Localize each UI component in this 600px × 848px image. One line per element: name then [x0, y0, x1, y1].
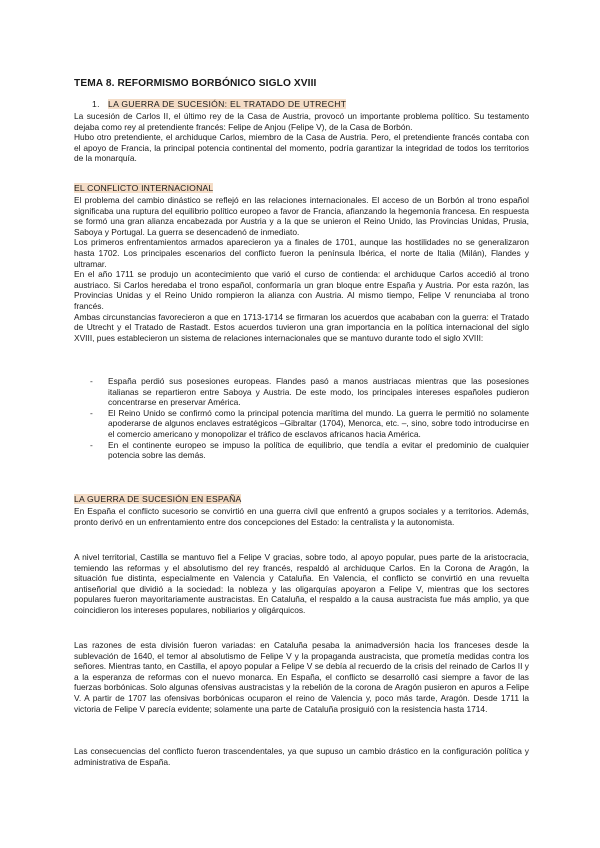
espana-body-2	[74, 552, 529, 616]
list-item	[74, 440, 529, 461]
paragraph: Las razones de esta división fueron variadas: en Cataluña pesaba la animadversión hacia los franceses desde la sublevación de 1640, el temor al absolutismo de Felipe V y la propaganda austracista, que prometía medidas contra los señores. Mientras tanto, en Castilla, el apoyo popular a Felipe V se debía al recuerdo de la crisis del reinado de Carlos II y a la esperanza de reformas con el nuevo monarca. En España, el conflicto se desarrolló casi siempre a favor de las fuerzas borbónicas. Solo algunas ofensivas austracistas y la rebelión de la corona de Aragón pusieron en apuros a Felipe V. A partir de 1707 las ofensivas borbónicas ocuparon el reino de Valencia y, poco más tarde, Aragón. Desde 1711 la victoria de Felipe V parecía evidente; solamente una parte de Cataluña prosiguió con la resistencia hasta 1714.	[74, 640, 529, 714]
paragraph: En el año 1711 se produjo un acontecimiento que varió el curso de contienda: el archiduque Carlos accedió al trono austriaco. Si Carlos heredaba el trono español, conformaría un gran bloque entre España y Austria. Por esta razón, las Provincias Unidas y el Reino Unido rompieron la alianza con Austria. Al mismo tiempo, Felipe V renunciaba al trono francés.	[74, 269, 529, 311]
list-item-text: El Reino Unido se confirmó como la principal potencia marítima del mundo. La guerra le permitió no solamente apoderarse de algunos enclaves estratégicos –Gibraltar (1704), Menorca, etc. –, sino, sobre todo introducirse en el comercio americano y monopolizar el tráfico de esclavos africanos hacia América.	[108, 407, 529, 439]
list-item	[74, 408, 529, 440]
document-title: TEMA 8. REFORMISMO BORBÓNICO SIGLO XVIII	[74, 78, 317, 89]
list-item-text: España perdió sus posesiones europeas. Flandes pasó a manos austriacas mientras que las posesiones italianas se repartieron entre Saboya y Austria. De este modo, los principales intereses españoles pudieron concentrarse en preservar América.	[108, 376, 529, 408]
section-1-heading	[92, 99, 346, 110]
heading-text: LA GUERRA DE SUCESIÓN EN ESPAÑA	[74, 494, 242, 504]
section-heading-text: LA GUERRA DE SUCESIÓN: EL TRATADO DE UTRECHT	[108, 99, 347, 109]
paragraph: Las consecuencias del conflicto fueron trascendentales, ya que supuso un cambio drástico en la configuración política y administrativa de España.	[74, 746, 529, 767]
conflicto-heading	[74, 183, 213, 194]
bullet-dash: -	[90, 376, 93, 386]
paragraph: La sucesión de Carlos II, el último rey de la Casa de Austria, provocó un importante problema político. Su testamento dejaba como rey al pretendiente francés: Felipe de Anjou (Felipe V), de la Casa de Borbón.	[74, 111, 529, 132]
paragraph: Hubo otro pretendiente, el archiduque Carlos, miembro de la Casa de Austria. Pero, el pretendiente francés contaba con el apoyo de Francia, la principal potencia continental del momento, podría garantizar la integridad de todos los territorios de la monarquía.	[74, 132, 529, 164]
espana-body-3	[74, 640, 529, 714]
list-item-text: En el continente europeo se impuso la política de equilibrio, que tendía a evitar el predominio de cualquier potencia sobre las demás.	[108, 439, 529, 461]
paragraph: El problema del cambio dinástico se reflejó en las relaciones internacionales. El acceso de un Borbón al trono español significaba una ruptura del equilibrio político europeo a favor de Francia, afianzando la hegemonía francesa. En respuesta se formó una gran alianza encabezada por Austria y a la que se unieron el Reino Unido, las Provincias Unidas, Prusia, Saboya y Portugal. La guerra se desencadenó de inmediato.	[74, 195, 529, 237]
conflicto-bullet-list	[74, 376, 529, 461]
bullet-dash: -	[90, 407, 93, 418]
paragraph: En España el conflicto sucesorio se convirtió en una guerra civil que enfrentó a grupos sociales y a territorios. Además, pronto derivó en un enfrentamiento entre dos concepciones del Estado: la centralista y la autonomista.	[74, 506, 529, 527]
list-item	[74, 376, 529, 408]
paragraph: Ambas circunstancias favorecieron a que en 1713-1714 se firmaran los acuerdos que acababan con la guerra: el Tratado de Utrecht y el Tratado de Rastadt. Estos acuerdos tuvieron una gran importancia en la política internacional del siglo XVIII, pues establecieron un sistema de relaciones internacionales que se mantuvo durante todo el siglo XVIII:	[74, 311, 529, 343]
espana-heading	[74, 494, 241, 505]
espana-body-1	[74, 506, 529, 527]
paragraph: Los primeros enfrentamientos armados aparecieron ya a finales de 1701, aunque las hostilidades no se generalizaron hasta 1702. Los principales escenarios del conflicto fueron la península Ibérica, el norte de Italia (Milán), Flandes y ultramar.	[74, 237, 529, 269]
section-1-body	[74, 111, 529, 164]
paragraph: A nivel territorial, Castilla se mantuvo fiel a Felipe V gracias, sobre todo, al apoyo popular, pues parte de la aristocracia, temiendo las reformas y el absolutismo del rey francés, respaldó al archiduque Carlos. En la Corona de Aragón, la situación fue distinta, especialmente en Valencia y Cataluña. En Valencia, el conflicto se convirtió en una revuelta antiseñorial que dividió a la sociedad: la nobleza y las oligarquías apoyaron a Felipe V, mientras que los sectores populares fueron mayoritariamente austracistas. En Cataluña, el respaldo a la causa austracista fue más amplio, ya que coincidieron los intereses populares, nobiliarios y oligárquicos.	[74, 552, 529, 615]
espana-body-4	[74, 746, 529, 767]
conflicto-body	[74, 195, 529, 343]
heading-text: EL CONFLICTO INTERNACIONAL	[74, 183, 214, 193]
section-number: 1.	[92, 99, 100, 109]
bullet-dash: -	[90, 439, 93, 450]
